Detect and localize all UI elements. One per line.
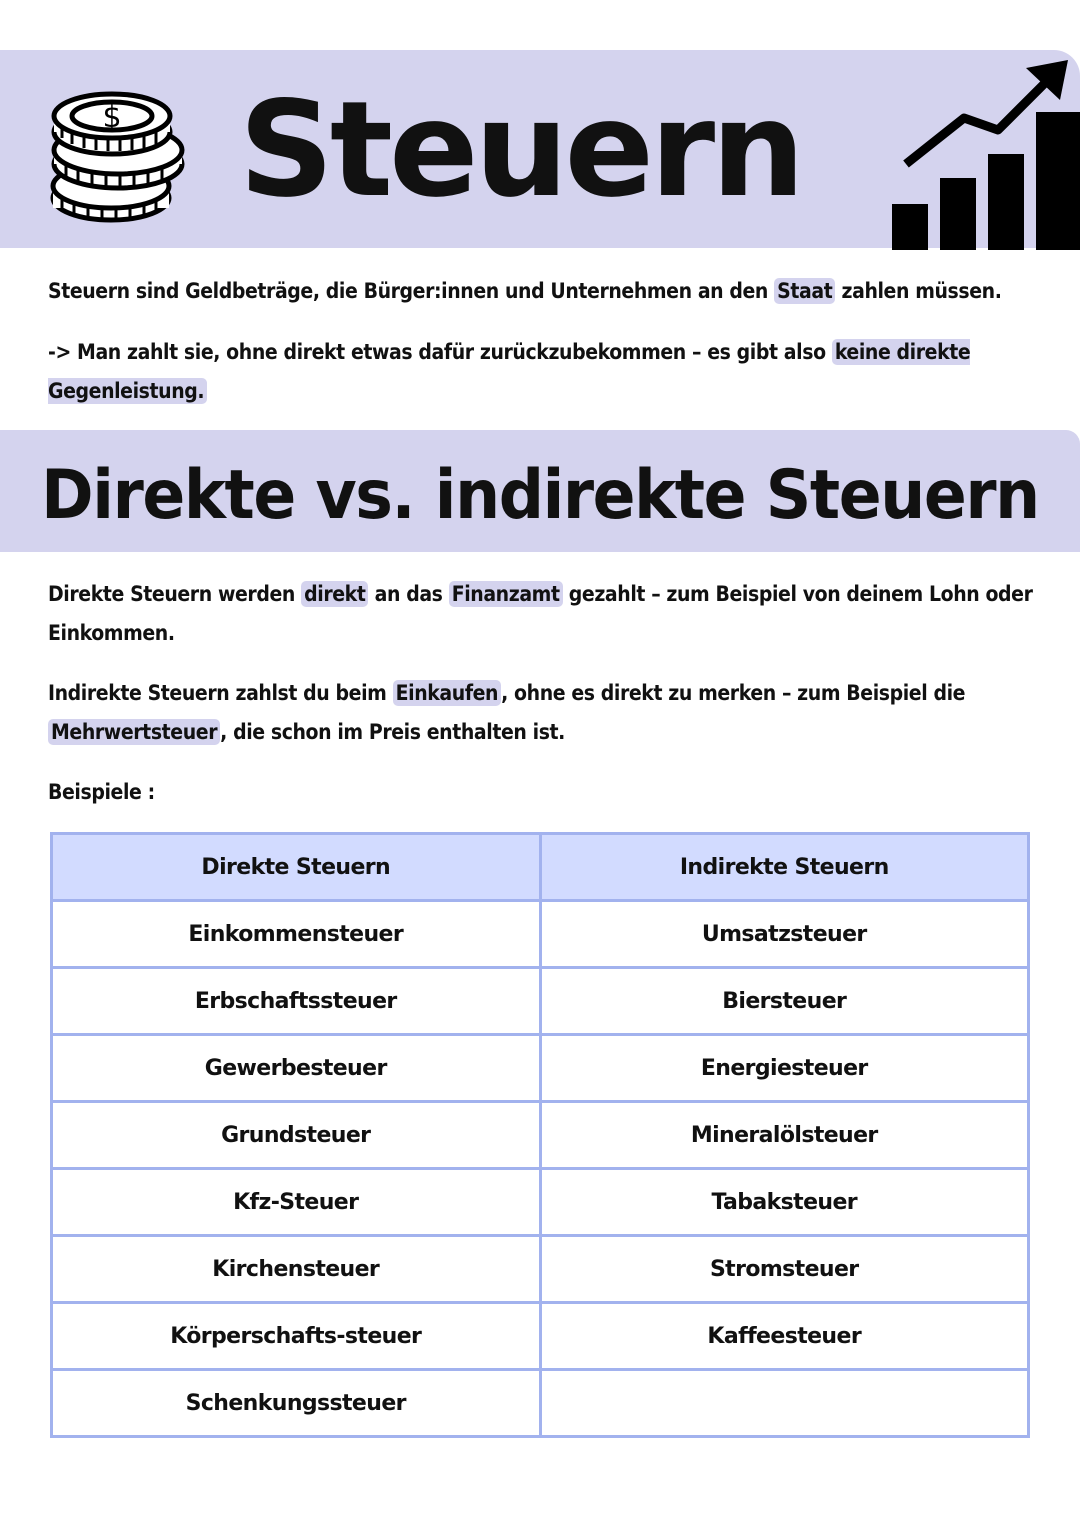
intro-text: Steuern sind Geldbeträge, die Bürger:innen und Unternehmen an den [48, 279, 775, 303]
indirect-tax-paragraph [48, 674, 1038, 752]
indirect-text-2: , ohne es direkt zu merken – zum Beispiel die [501, 681, 966, 705]
svg-text:$: $ [102, 100, 122, 135]
table-cell [540, 1370, 1029, 1437]
intro-paragraph-2 [48, 333, 1038, 411]
table-cell: Kfz-Steuer [52, 1169, 541, 1236]
intro-paragraph-1 [48, 272, 1038, 311]
direct-text-2: an das [368, 582, 449, 606]
table-row [52, 901, 1029, 968]
direct-text-3: gezahlt – zum Beispiel von deinem Lohn oder Einkommen. [48, 582, 1033, 645]
table-cell: Grundsteuer [52, 1102, 541, 1169]
table-cell: Energiesteuer [540, 1035, 1029, 1102]
growth-chart-icon [888, 56, 1080, 250]
highlight-mehrwertsteuer: Mehrwertsteuer [48, 719, 220, 745]
highlight-staat: Staat [774, 278, 835, 304]
direct-text: Direkte Steuern werden [48, 582, 302, 606]
intro-text-2: -> Man zahlt sie, ohne direkt etwas dafür zurückzubekommen – es gibt also [48, 340, 832, 364]
table-cell: Mineralölsteuer [540, 1102, 1029, 1169]
header-indirect: Indirekte Steuern [540, 834, 1029, 901]
header-direct: Direkte Steuern [52, 834, 541, 901]
table-row [52, 968, 1029, 1035]
indirect-text-3: , die schon im Preis enthalten ist. [220, 720, 565, 744]
table-cell: Kirchensteuer [52, 1236, 541, 1303]
table-cell: Schenkungssteuer [52, 1370, 541, 1437]
page-title: Steuern [238, 73, 802, 227]
table-cell: Biersteuer [540, 968, 1029, 1035]
indirect-text: Indirekte Steuern zahlst du beim [48, 681, 393, 705]
table-row [52, 1303, 1029, 1370]
highlight-direkt: direkt [301, 581, 368, 607]
tax-table [50, 832, 1030, 1438]
intro-text-end: zahlen müssen. [835, 279, 1002, 303]
table-cell: Einkommensteuer [52, 901, 541, 968]
table-cell: Tabaksteuer [540, 1169, 1029, 1236]
table-cell: Stromsteuer [540, 1236, 1029, 1303]
highlight-gegenleistung: keine direkte Gegenleistung. [48, 340, 971, 403]
table-row [52, 1370, 1029, 1437]
table-cell: Gewerbesteuer [52, 1035, 541, 1102]
table-header-row [52, 834, 1029, 901]
table-row [52, 1035, 1029, 1102]
table-row [52, 1102, 1029, 1169]
table-cell: Körperschafts-steuer [52, 1303, 541, 1370]
table-cell: Umsatzsteuer [540, 901, 1029, 968]
highlight-einkaufen: Einkaufen [393, 680, 501, 706]
table-row [52, 1236, 1029, 1303]
direct-tax-paragraph [48, 575, 1038, 653]
examples-label: Beispiele : [48, 780, 155, 804]
table-row [52, 1169, 1029, 1236]
table-cell: Erbschaftssteuer [52, 968, 541, 1035]
highlight-finanzamt: Finanzamt [449, 581, 563, 607]
table-cell: Kaffeesteuer [540, 1303, 1029, 1370]
section-title: Direkte vs. indirekte Steuern [41, 456, 1039, 535]
